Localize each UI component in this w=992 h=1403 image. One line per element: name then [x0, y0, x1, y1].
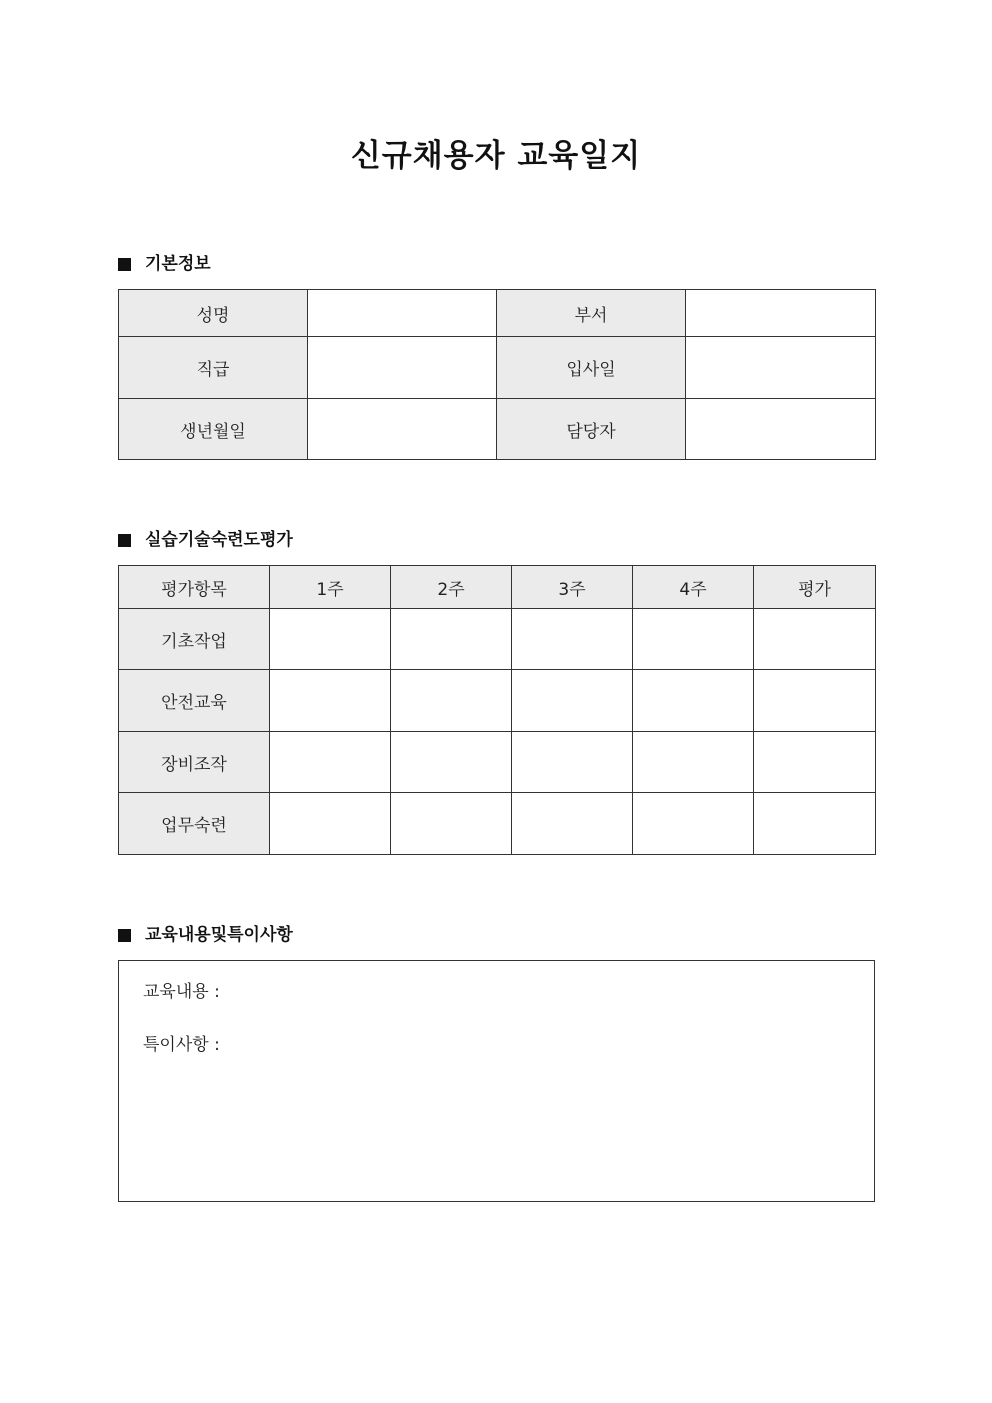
square-bullet-icon	[118, 929, 131, 942]
header-week-2: 2주	[391, 566, 512, 609]
item-label: 업무숙련	[119, 793, 270, 855]
evaluation-cell[interactable]	[754, 793, 876, 855]
department-field[interactable]	[686, 290, 876, 337]
name-field[interactable]	[308, 290, 497, 337]
header-week-4: 4주	[633, 566, 754, 609]
skills-table	[118, 565, 876, 855]
table-row	[119, 732, 876, 793]
week-cell[interactable]	[270, 732, 391, 793]
item-label: 안전교육	[119, 670, 270, 732]
header-eval-item: 평가항목	[119, 566, 270, 609]
table-row	[119, 793, 876, 855]
basic-info-heading-text: 기본정보	[145, 254, 211, 274]
evaluation-cell[interactable]	[754, 732, 876, 793]
birth-date-label: 생년월일	[119, 399, 308, 460]
week-cell[interactable]	[633, 670, 754, 732]
header-week-1: 1주	[270, 566, 391, 609]
week-cell[interactable]	[391, 793, 512, 855]
evaluation-cell[interactable]	[754, 670, 876, 732]
page-title: 신규채용자 교육일지	[350, 138, 642, 174]
manager-label: 담당자	[497, 399, 686, 460]
skills-heading-text: 실습기술숙련도평가	[145, 530, 293, 550]
header-week-3: 3주	[512, 566, 633, 609]
week-cell[interactable]	[391, 609, 512, 670]
special-notes-label: 특이사항 :	[143, 1035, 220, 1055]
notes-heading	[118, 923, 293, 947]
table-row	[119, 290, 876, 337]
week-cell[interactable]	[633, 732, 754, 793]
square-bullet-icon	[118, 258, 131, 271]
skills-heading	[118, 528, 293, 552]
square-bullet-icon	[118, 534, 131, 547]
week-cell[interactable]	[633, 609, 754, 670]
week-cell[interactable]	[512, 732, 633, 793]
table-row	[119, 337, 876, 399]
department-label: 부서	[497, 290, 686, 337]
week-cell[interactable]	[270, 670, 391, 732]
week-cell[interactable]	[633, 793, 754, 855]
basic-info-heading	[118, 252, 211, 276]
item-label: 장비조작	[119, 732, 270, 793]
table-header-row	[119, 566, 876, 609]
birth-date-field[interactable]	[308, 399, 497, 460]
hire-date-label: 입사일	[497, 337, 686, 399]
week-cell[interactable]	[391, 732, 512, 793]
table-row	[119, 670, 876, 732]
week-cell[interactable]	[512, 670, 633, 732]
hire-date-field[interactable]	[686, 337, 876, 399]
header-evaluation: 평가	[754, 566, 876, 609]
week-cell[interactable]	[391, 670, 512, 732]
week-cell[interactable]	[512, 609, 633, 670]
notes-box[interactable]	[118, 960, 875, 1202]
week-cell[interactable]	[270, 609, 391, 670]
item-label: 기초작업	[119, 609, 270, 670]
week-cell[interactable]	[512, 793, 633, 855]
basic-info-table	[118, 289, 876, 460]
manager-field[interactable]	[686, 399, 876, 460]
education-content-label: 교육내용 :	[143, 982, 220, 1002]
week-cell[interactable]	[270, 793, 391, 855]
evaluation-cell[interactable]	[754, 609, 876, 670]
table-row	[119, 609, 876, 670]
position-label: 직급	[119, 337, 308, 399]
notes-heading-text: 교육내용및특이사항	[145, 925, 293, 945]
position-field[interactable]	[308, 337, 497, 399]
name-label: 성명	[119, 290, 308, 337]
table-row	[119, 399, 876, 460]
